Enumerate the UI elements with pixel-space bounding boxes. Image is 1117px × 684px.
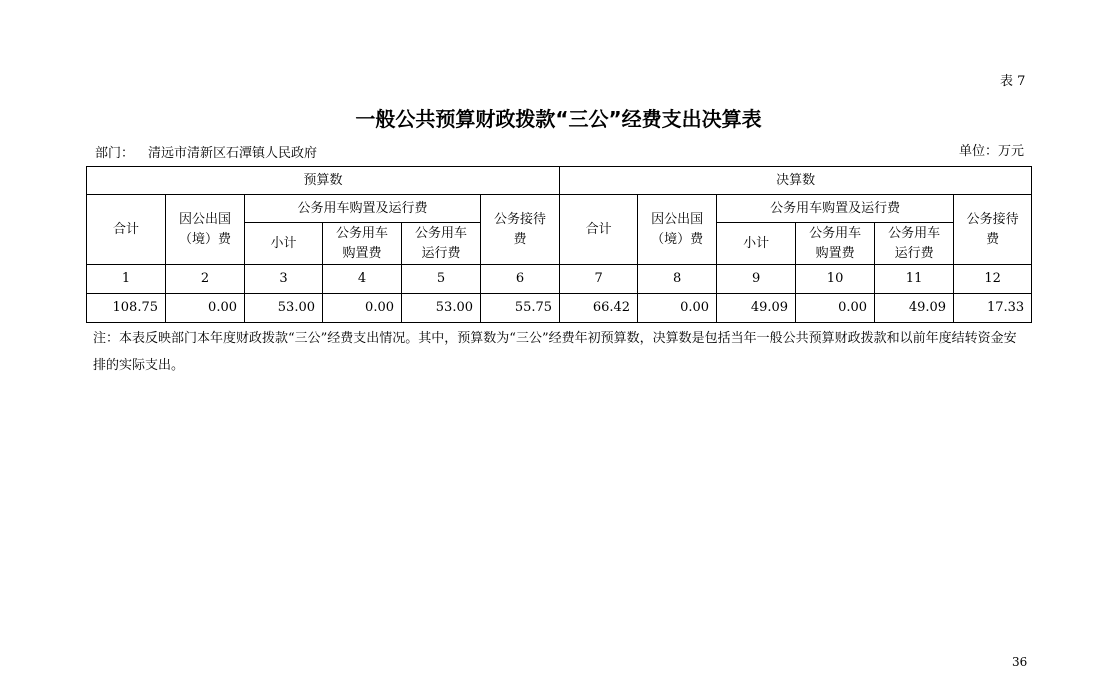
budget-abroad-value: 0.00 xyxy=(166,294,245,323)
final-reception-header: 公务接待 费 xyxy=(954,195,1032,265)
page-number: 36 xyxy=(1012,655,1028,669)
budget-reception-value: 55.75 xyxy=(481,294,560,323)
column-number: 6 xyxy=(481,265,560,294)
table-note: 注：本表反映部门本年度财政拨款“三公”经费支出情况。其中，预算数为“三公”经费年初预算数，决算数是包括当年一般公共预算财政拨款和以前年度结转资金安排的实际支出。 xyxy=(93,331,1017,373)
budget-subtotal-value: 53.00 xyxy=(245,294,323,323)
column-number: 10 xyxy=(796,265,875,294)
budget-operation-value: 53.00 xyxy=(402,294,481,323)
budget-operation-header: 公务用车 运行费 xyxy=(402,223,481,265)
final-subtotal-header: 小计 xyxy=(717,223,796,265)
budget-total-value: 108.75 xyxy=(87,294,166,323)
department-line xyxy=(95,142,317,161)
budget-total-header: 合计 xyxy=(87,195,166,265)
column-number: 9 xyxy=(717,265,796,294)
page-title: 一般公共预算财政拨款“三公”经费支出决算表 xyxy=(355,107,762,131)
column-number: 2 xyxy=(166,265,245,294)
column-number: 1 xyxy=(87,265,166,294)
column-number: 8 xyxy=(638,265,717,294)
department-label: 部门： xyxy=(95,146,135,161)
final-purchase-header: 公务用车 购置费 xyxy=(796,223,875,265)
data-row xyxy=(87,294,1032,323)
header-row-1 xyxy=(87,167,1032,195)
column-number: 4 xyxy=(323,265,402,294)
column-number: 3 xyxy=(245,265,323,294)
final-reception-value: 17.33 xyxy=(954,294,1032,323)
budget-reception-header: 公务接待 费 xyxy=(481,195,560,265)
column-number: 12 xyxy=(954,265,1032,294)
final-operation-header: 公务用车 运行费 xyxy=(875,223,954,265)
final-vehicle-group-header: 公务用车购置及运行费 xyxy=(717,195,954,223)
budget-vehicle-group-header: 公务用车购置及运行费 xyxy=(245,195,481,223)
final-total-value: 66.42 xyxy=(560,294,638,323)
expenditure-table xyxy=(86,166,1032,323)
column-number: 5 xyxy=(402,265,481,294)
budget-purchase-value: 0.00 xyxy=(323,294,402,323)
budget-header: 预算数 xyxy=(87,167,560,195)
final-abroad-value: 0.00 xyxy=(638,294,717,323)
final-subtotal-value: 49.09 xyxy=(717,294,796,323)
table-number: 表 7 xyxy=(1000,74,1026,89)
budget-purchase-header: 公务用车 购置费 xyxy=(323,223,402,265)
header-row-2 xyxy=(87,195,1032,223)
final-header: 决算数 xyxy=(560,167,1032,195)
department-name: 清远市清新区石潭镇人民政府 xyxy=(148,146,318,161)
unit-label: 单位：万元 xyxy=(959,144,1025,159)
final-purchase-value: 0.00 xyxy=(796,294,875,323)
final-operation-value: 49.09 xyxy=(875,294,954,323)
column-number: 7 xyxy=(560,265,638,294)
budget-abroad-header: 因公出国 （境）费 xyxy=(166,195,245,265)
final-abroad-header: 因公出国 （境）费 xyxy=(638,195,717,265)
budget-subtotal-header: 小计 xyxy=(245,223,323,265)
final-total-header: 合计 xyxy=(560,195,638,265)
column-number: 11 xyxy=(875,265,954,294)
column-number-row xyxy=(87,265,1032,294)
